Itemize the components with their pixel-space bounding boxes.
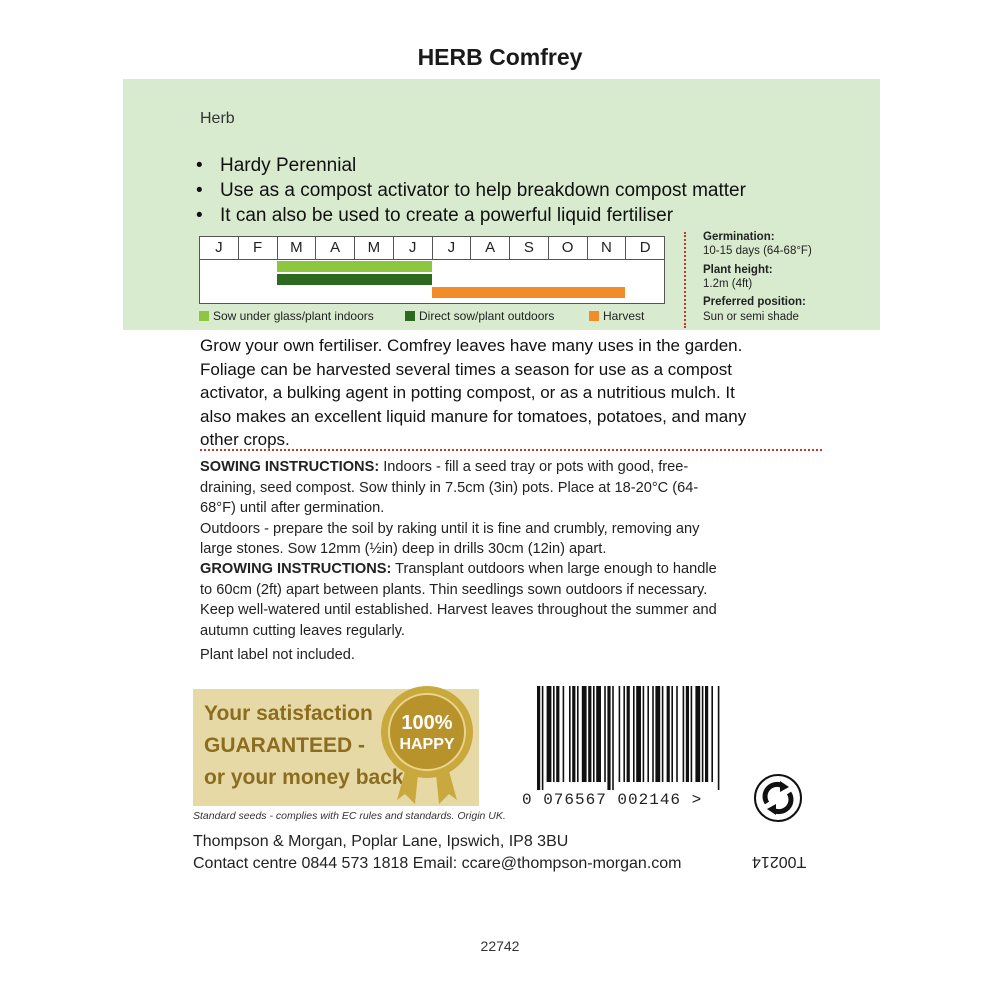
germination-label: Germination: [703, 231, 775, 243]
barcode-bar [718, 686, 720, 790]
seal-happy: HAPPY [399, 736, 455, 753]
month-label: N [588, 237, 627, 259]
month-label: J [394, 237, 433, 259]
calendar-months [200, 237, 664, 260]
swatch-dark-green [405, 311, 415, 321]
month-label: D [639, 239, 651, 256]
barcode-bar [619, 686, 621, 782]
bullet-item: • It can also be used to create a powerful liquid fertiliser [196, 205, 674, 226]
height-value: 1.2m (4ft) [703, 278, 753, 290]
month-label: M [278, 237, 317, 259]
barcode-bar [588, 686, 591, 782]
barcode-bar [671, 686, 673, 782]
page-title: HERB Comfrey [417, 44, 583, 70]
standard-note: Standard seeds - complies with EC rules and standards. Origin UK. [193, 810, 506, 822]
month-label: J [200, 237, 239, 259]
barcode-bar [553, 686, 555, 782]
barcode-bar [647, 686, 649, 782]
plant-label-note: Plant label not included. [200, 647, 355, 663]
legend-harvest: Harvest [589, 309, 644, 323]
barcode-bar [593, 686, 595, 782]
category-label: Herb [200, 110, 235, 127]
recycle-icon [753, 773, 803, 823]
barcode-bar [667, 686, 670, 782]
sow-under-glass-bar [277, 261, 432, 272]
position-label: Preferred position: [703, 296, 806, 308]
germination-value: 10-15 days (64-68°F) [703, 245, 812, 257]
bullet-item: • Hardy Perennial [196, 155, 357, 176]
month-label: F [239, 237, 278, 259]
barcode-bar [604, 686, 606, 782]
harvest-bar [432, 287, 625, 298]
barcode-bar [572, 686, 575, 782]
month-label: A [316, 237, 355, 259]
barcode-bar [547, 686, 552, 782]
barcode-bar [556, 686, 559, 782]
contact-info: Contact centre 0844 573 1818 Email: ccare@thompson-morgan.com [193, 855, 682, 872]
growing-instructions: GROWING INSTRUCTIONS: Transplant outdoors when large enough to handle to 60cm (2ft) apart between plants. Thin seedlings sown outdoors if necessary. Keep well-watered until established. Harvest leaves throughout the summer and autumn cutting leaves regularly. [200, 561, 717, 639]
barcode-bar [683, 686, 685, 782]
description: Grow your own fertiliser. Comfrey leaves have many uses in the garden. Foliage can be harvested several times a season for use as a compost activator, a bulking agent in potting compost, or as a nutritious mulch. It also makes an excellent liquid manure for tomatoes, potatoes, and many other crops. [200, 336, 747, 449]
barcode-bar [607, 686, 610, 790]
month-label: S [510, 237, 549, 259]
barcode-digits: 0 076567 002146 > [522, 791, 703, 809]
barcode-bar [711, 686, 713, 782]
badge-line: Your satisfaction [204, 702, 373, 725]
barcode-bar [686, 686, 689, 782]
month-label: A [471, 237, 510, 259]
position-value: Sun or semi shade [703, 311, 799, 323]
product-code: T00214 [752, 853, 807, 870]
swatch-orange [589, 311, 599, 321]
bullet-item: • Use as a compost activator to help breakdown compost matter [196, 180, 746, 201]
barcode-bar [655, 686, 660, 782]
sowing-instructions: SOWING INSTRUCTIONS: Indoors - fill a seed tray or pots with good, free- draining, seed compost. Sow thinly in 7.5cm (3in) pots. Place at 18-20°C (64- 68°F) until after germination. Outdoors - prepare the soil by raking until it is fine and crumbly, removing any large stones. Sow 12mm (½in) deep in drills 30cm (12in) apart. [200, 459, 700, 557]
barcode-bar [705, 686, 708, 782]
barcode-bar [652, 686, 654, 782]
barcode-bar [691, 686, 693, 782]
barcode-bar [612, 686, 614, 790]
barcode-bar [636, 686, 641, 782]
barcode [533, 686, 723, 790]
sowing-calendar [199, 236, 665, 304]
barcode-bar [537, 686, 540, 790]
barcode-bar [596, 686, 601, 782]
happy-seal [375, 682, 479, 806]
direct-sow-bar [277, 274, 432, 285]
legend-sow-under-glass: Sow under glass/plant indoors [199, 309, 374, 323]
barcode-bar [695, 686, 700, 782]
barcode-bar [563, 686, 565, 782]
barcode-bar [633, 686, 635, 782]
month-label: J [433, 237, 472, 259]
barcode-bar [623, 686, 625, 782]
month-label: O [549, 237, 588, 259]
dotted-divider [684, 232, 686, 328]
barcode-bar [542, 686, 544, 790]
swatch-light-green [199, 311, 209, 321]
footer-number: 22742 [480, 938, 520, 954]
barcode-bar [676, 686, 678, 782]
barcode-bar [702, 686, 704, 782]
barcode-bar [577, 686, 579, 782]
badge-line: GUARANTEED - [204, 734, 365, 757]
barcode-bar [569, 686, 571, 782]
barcode-bar [627, 686, 630, 782]
company-address: Thompson & Morgan, Poplar Lane, Ipswich, IP8 3BU [193, 833, 569, 850]
seal-percent: 100% [401, 712, 453, 734]
barcode-bar [643, 686, 645, 782]
barcode-bar [662, 686, 664, 782]
legend-direct-sow: Direct sow/plant outdoors [405, 309, 554, 323]
barcode-bar [582, 686, 587, 782]
height-label: Plant height: [703, 264, 773, 276]
badge-line: or your money back [204, 766, 404, 789]
month-label: M [355, 237, 394, 259]
dotted-separator [200, 449, 822, 451]
